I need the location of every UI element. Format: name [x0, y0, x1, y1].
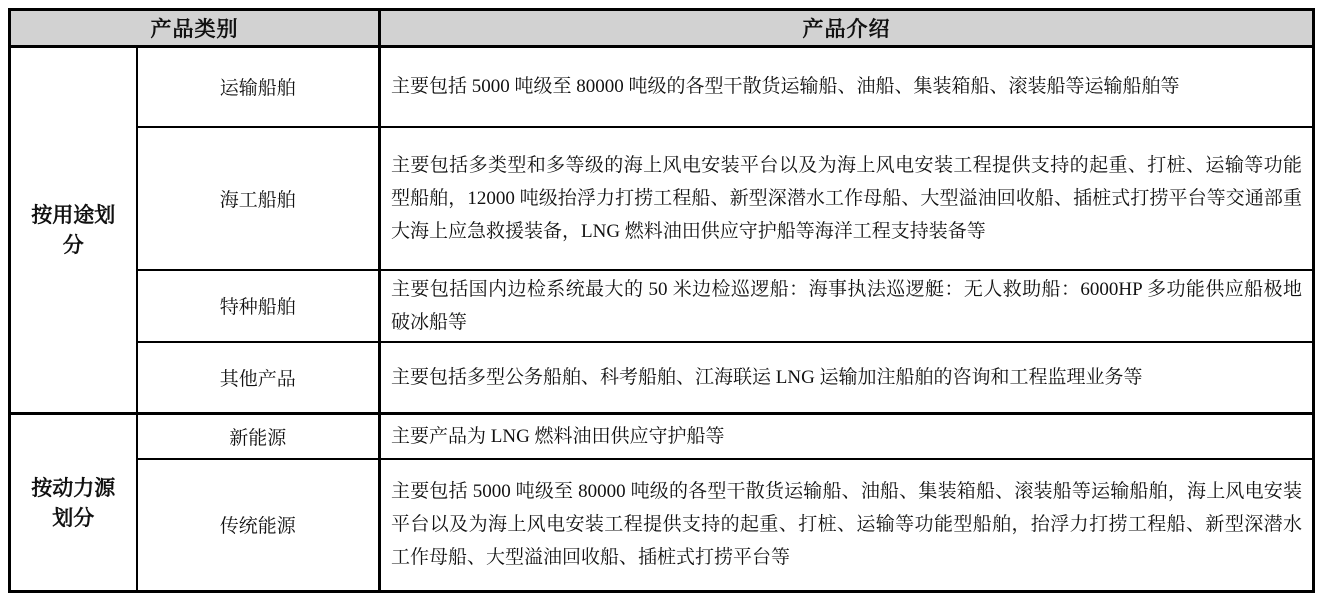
table-row-offshore-ships	[10, 127, 1314, 270]
table-header-row	[10, 10, 1314, 47]
category-cell-transport-ships: 运输船舶	[137, 47, 380, 127]
product-category-table	[8, 8, 1315, 593]
description-cell-traditional-energy: 主要包括 5000 吨级至 80000 吨级的各型干散货运输船、油船、集装箱船、滚装船等运输船舶，海上风电安装平台以及为海上风电安装工程提供支持的起重、打桩、运输等功能型船舶，抬浮力打捞工程船、新型深潜水工作母船、大型溢油回收船、插桩式打捞平台等	[380, 459, 1314, 592]
header-product-category: 产品类别	[10, 10, 380, 47]
description-cell-special-ships: 主要包括国内边检系统最大的 50 米边检巡逻船：海事执法巡逻艇：无人救助船：6000HP 多功能供应船极地破冰船等	[380, 270, 1314, 342]
category-cell-special-ships: 特种船舶	[137, 270, 380, 342]
group-cell-by-power-source	[10, 414, 137, 592]
header-product-intro: 产品介绍	[380, 10, 1314, 47]
table-row-transport-ships	[10, 47, 1314, 127]
description-cell-offshore-ships: 主要包括多类型和多等级的海上风电安装平台以及为海上风电安装工程提供支持的起重、打桩、运输等功能型船舶，12000 吨级抬浮力打捞工程船、新型深潜水工作母船、大型溢油回收船、插桩式打捞平台等交通部重大海上应急救援装备，LNG 燃料油田供应守护船等海洋工程支持装备等	[380, 127, 1314, 270]
category-cell-offshore-ships: 海工船舶	[137, 127, 380, 270]
table-row-other-products	[10, 342, 1314, 414]
category-cell-new-energy: 新能源	[137, 414, 380, 459]
description-cell-transport-ships: 主要包括 5000 吨级至 80000 吨级的各型干散货运输船、油船、集装箱船、滚装船等运输船舶等	[380, 47, 1314, 127]
category-cell-traditional-energy: 传统能源	[137, 459, 380, 592]
table-row-traditional-energy	[10, 459, 1314, 592]
description-cell-other-products: 主要包括多型公务船舶、科考船舶、江海联运 LNG 运输加注船舶的咨询和工程监理业务等	[380, 342, 1314, 414]
group-label-by-usage: 按用途划分	[31, 203, 116, 257]
table-row-special-ships	[10, 270, 1314, 342]
group-cell-by-usage	[10, 47, 137, 414]
description-cell-new-energy: 主要产品为 LNG 燃料油田供应守护船等	[380, 414, 1314, 459]
table-row-new-energy	[10, 414, 1314, 459]
group-label-by-power-source: 按动力源划分	[31, 475, 116, 530]
category-cell-other-products: 其他产品	[137, 342, 380, 414]
